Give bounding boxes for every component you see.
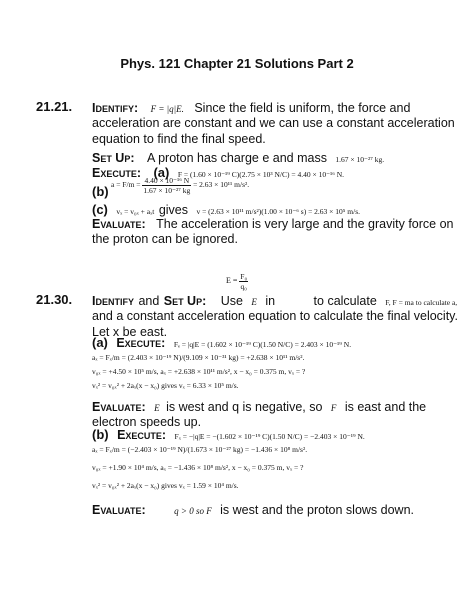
velocity-equation: v = (2.63 × 10¹¹ m/s²)(1.00 × 10⁻⁶ s) = 2.63 × 10⁵ m/s. — [196, 207, 360, 216]
execute-label: Execute: — [92, 166, 142, 180]
force-equation: F = (1.60 × 10⁻¹⁹ C)(2.75 × 10³ N/C) = 4.40 × 10⁻¹⁶ N. — [177, 170, 345, 179]
use-text: Use — [220, 294, 243, 308]
accel-denominator: 1.67 × 10⁻²⁷ kg — [143, 186, 191, 195]
part-b-label: (b) — [92, 184, 109, 199]
force-symbol: F — [330, 403, 337, 413]
proton-force-equation: Fₓ = −|q|E = −(1.602 × 10⁻¹⁹ C)(1.50 N/C) = −2.403 × 10⁻¹⁹ N. — [174, 432, 365, 441]
newton-equation: F, F = ma to calculate a, — [385, 298, 458, 307]
gives-text: gives — [158, 203, 188, 217]
identify-text: Since the field is uniform, the force and — [194, 101, 411, 115]
electron-final-velocity: vₓ² = v₀ₓ² + 2aₓ(x − x₀) gives vₓ = 6.33 × 10⁵ m/s. — [92, 381, 239, 390]
evaluate-b-line — [92, 501, 414, 519]
page-title: Phys. 121 Chapter 21 Solutions Part 2 — [120, 56, 354, 71]
part-a-label: (a) — [92, 335, 108, 350]
evaluate-label: Evaluate: — [92, 400, 146, 414]
to-calculate-text: to calculate — [313, 294, 377, 308]
field-denominator: q₀ — [240, 282, 247, 291]
evaluate-text: is west and q is negative, so — [166, 400, 323, 414]
evaluate-text-end: is east and the — [344, 400, 427, 414]
identify-label: Identify — [92, 294, 134, 308]
accel-rhs: = 2.63 × 10¹¹ m/s². — [193, 180, 250, 190]
evaluate-label: Evaluate: — [92, 217, 146, 231]
proton-accel-equation: aₓ = Fₓ/m = (−2.403 × 10⁻¹⁹ N)/(1.673 × 10⁻²⁷ kg) = −1.436 × 10⁸ m/s². — [92, 445, 308, 454]
charge-condition: q > 0 so F — [174, 506, 212, 516]
problem-number-21-30: 21.30. — [36, 292, 73, 307]
part-b-label: (b) — [92, 427, 109, 442]
part-c-label: (c) — [92, 202, 108, 217]
kinematic-equation: vₓ = v₀ₓ + aₓt — [116, 207, 155, 216]
proton-final-velocity: vₓ² = v₀ₓ² + 2aₓ(x − x₀) gives vₓ = 1.59 × 10⁴ m/s. — [92, 481, 239, 490]
field-lhs: E = — [226, 276, 238, 286]
evaluate-text-line-2: the proton can be ignored. — [92, 232, 238, 246]
electron-accel-equation: aₓ = Fₓ/m = (2.403 × 10⁻¹⁹ N)/(9.109 × 10⁻³¹ kg) = +2.638 × 10¹¹ m/s². — [92, 353, 305, 362]
acceleration-equation — [111, 176, 249, 195]
execute-label: Execute: — [117, 428, 167, 442]
part-a-label: (a) — [153, 165, 170, 180]
accel-numerator: 4.40 × 10⁻¹⁶ N — [142, 176, 191, 186]
proton-given-values: v₀ₓ = +1.90 × 10⁴ m/s, aₓ = −1.436 × 10⁸ m/s², x − x₀ = 0.375 m, vₓ = ? — [92, 463, 304, 472]
field-symbol: E — [154, 403, 160, 413]
execute-b-line-21-30 — [92, 426, 365, 444]
accel-fraction — [142, 176, 191, 195]
identify-equation: F = |q|E. — [150, 104, 184, 114]
evaluate-label: Evaluate: — [92, 503, 146, 517]
identify-text-line-3: equation to find the final speed. — [92, 132, 266, 146]
identify-text-line-2: acceleration are constant and we can use a constant acceleration — [92, 116, 455, 130]
and-text: and — [138, 294, 160, 308]
field-numerator: F₀ — [240, 272, 248, 281]
field-definition — [226, 272, 248, 291]
execute-label: Execute: — [116, 336, 166, 350]
identify-label: Identify: — [92, 101, 139, 115]
field-symbol: E — [251, 297, 257, 307]
identify-text-line-2: and a constant acceleration equation to calculate the final velocity. — [92, 309, 458, 323]
setup-label: Set Up: — [163, 294, 207, 308]
setup-text: A proton has charge e and mass — [146, 151, 327, 165]
evaluate-text: is west and the proton slows down. — [220, 503, 415, 517]
setup-label: Set Up: — [92, 151, 135, 165]
problem-number-21-21: 21.21. — [36, 99, 73, 114]
proton-mass: 1.67 × 10⁻²⁷ kg. — [335, 155, 385, 164]
execute-a-line-21-30 — [92, 334, 351, 352]
accel-lhs: a = F/m = — [111, 180, 141, 190]
identify-text-line-3: Let x be east. — [92, 325, 168, 339]
electron-given-values: v₀ₓ = +4.50 × 10⁵ m/s, aₓ = +2.638 × 10¹¹ m/s², x − x₀ = 0.375 m, vₓ = ? — [92, 367, 306, 376]
evaluate-text: The acceleration is very large and the gravity force on — [156, 217, 454, 231]
evaluate-text-line-2: electron speeds up. — [92, 415, 202, 429]
in-text: in — [265, 294, 276, 308]
electron-force-equation: Fₑ = |q|E = (1.602 × 10⁻¹⁹ C)(1.50 N/C) = 2.403 × 10⁻¹⁹ N. — [173, 340, 352, 349]
field-fraction — [239, 272, 248, 291]
